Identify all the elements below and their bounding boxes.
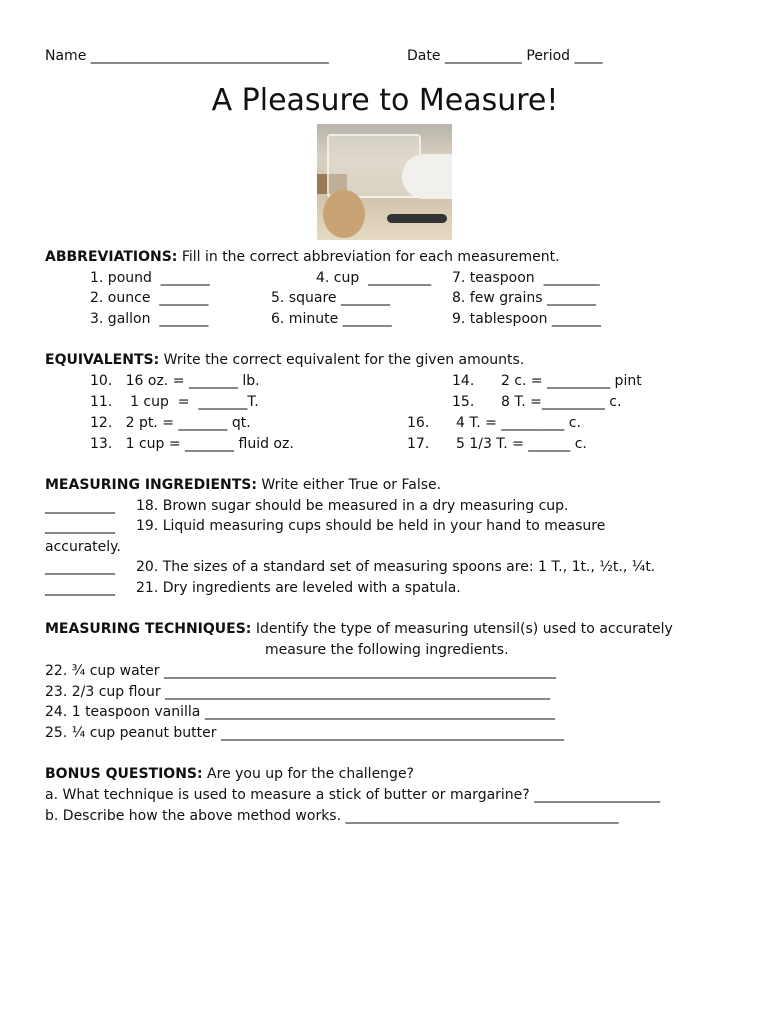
bonus-heading: [45, 764, 414, 784]
section-instruction: Write the correct equivalent for the given amounts.: [159, 352, 525, 368]
tf-blank[interactable]: __________: [45, 498, 115, 514]
period-blank[interactable]: ____: [574, 48, 603, 64]
name-blank[interactable]: __________________________________: [90, 48, 329, 64]
section-instruction: Are you up for the challenge?: [202, 766, 414, 782]
section-title: MEASURING TECHNIQUES:: [45, 621, 252, 637]
section-instruction: Fill in the correct abbreviation for each measurement.: [177, 249, 560, 265]
tf-item: 19. Liquid measuring cups should be held in your hand to measure: [136, 518, 606, 534]
section-title: ABBREVIATIONS:: [45, 249, 178, 265]
tf-item: 18. Brown sugar should be measured in a dry measuring cup.: [136, 498, 569, 514]
equiv-item[interactable]: 10. 16 oz. = _______ lb.: [90, 373, 260, 389]
abbrev-item[interactable]: 8. few grains _______: [452, 290, 596, 306]
abbreviations-heading: [45, 247, 560, 267]
technique-item[interactable]: 25. ¼ cup peanut butter _________________________________________________: [45, 725, 564, 741]
equiv-item[interactable]: 13. 1 cup = _______ fluid oz.: [90, 436, 294, 452]
bonus-item[interactable]: a. What technique is used to measure a stick of butter or margarine? __________________: [45, 787, 661, 803]
bonus-item[interactable]: b. Describe how the above method works. _______________________________________: [45, 808, 619, 824]
tf-item: 20. The sizes of a standard set of measuring spoons are: 1 T., 1t., ½t., ¼t.: [136, 559, 656, 575]
techniques-instruction-cont: measure the following ingredients.: [265, 642, 509, 658]
ingredients-heading: [45, 475, 441, 495]
section-title: EQUIVALENTS:: [45, 352, 160, 368]
equiv-item[interactable]: 11. 1 cup = _______T.: [90, 394, 259, 410]
abbrev-item[interactable]: 4. cup _________: [316, 270, 432, 286]
date-blank[interactable]: ___________: [444, 48, 522, 64]
abbrev-item[interactable]: 1. pound _______: [90, 270, 210, 286]
equivalents-heading: [45, 350, 524, 370]
section-title: BONUS QUESTIONS:: [45, 766, 203, 782]
tf-item: 21. Dry ingredients are leveled with a spatula.: [136, 580, 461, 596]
equiv-item[interactable]: 12. 2 pt. = _______ qt.: [90, 415, 251, 431]
tf-blank[interactable]: __________: [45, 559, 115, 575]
equiv-item[interactable]: 16. 4 T. = _________ c.: [407, 415, 581, 431]
abbrev-item[interactable]: 7. teaspoon ________: [452, 270, 600, 286]
date-label: Date: [407, 48, 441, 64]
tf-blank[interactable]: __________: [45, 580, 115, 596]
section-title: MEASURING INGREDIENTS:: [45, 477, 257, 493]
equiv-item[interactable]: 14. 2 c. = _________ pint: [452, 373, 642, 389]
tf-blank[interactable]: __________: [45, 518, 115, 534]
abbrev-item[interactable]: 9. tablespoon _______: [452, 311, 601, 327]
name-label: Name: [45, 48, 87, 64]
section-instruction: Identify the type of measuring utensil(s) used to accurately: [251, 621, 673, 637]
abbrev-item[interactable]: 2. ounce _______: [90, 290, 209, 306]
section-instruction: Write either True or False.: [256, 477, 442, 493]
tf-item-continuation: accurately.: [45, 539, 121, 555]
technique-item[interactable]: 22. ¾ cup water ________________________________________________________: [45, 663, 556, 679]
technique-item[interactable]: 24. 1 teaspoon vanilla __________________________________________________: [45, 704, 555, 720]
page-title: A Pleasure to Measure!: [211, 83, 559, 118]
abbrev-item[interactable]: 6. minute _______: [271, 311, 392, 327]
period-label: Period: [526, 48, 571, 64]
date-period-fields: [407, 46, 602, 66]
abbrev-item[interactable]: 3. gallon _______: [90, 311, 209, 327]
abbrev-item[interactable]: 5. square _______: [271, 290, 390, 306]
equiv-item[interactable]: 15. 8 T. =_________ c.: [452, 394, 622, 410]
measuring-cups-photo: [317, 124, 452, 240]
techniques-heading: [45, 619, 673, 639]
technique-item[interactable]: 23. 2/3 cup flour _______________________________________________________: [45, 684, 551, 700]
name-field[interactable]: [45, 46, 329, 66]
equiv-item[interactable]: 17. 5 1/3 T. = ______ c.: [407, 436, 587, 452]
